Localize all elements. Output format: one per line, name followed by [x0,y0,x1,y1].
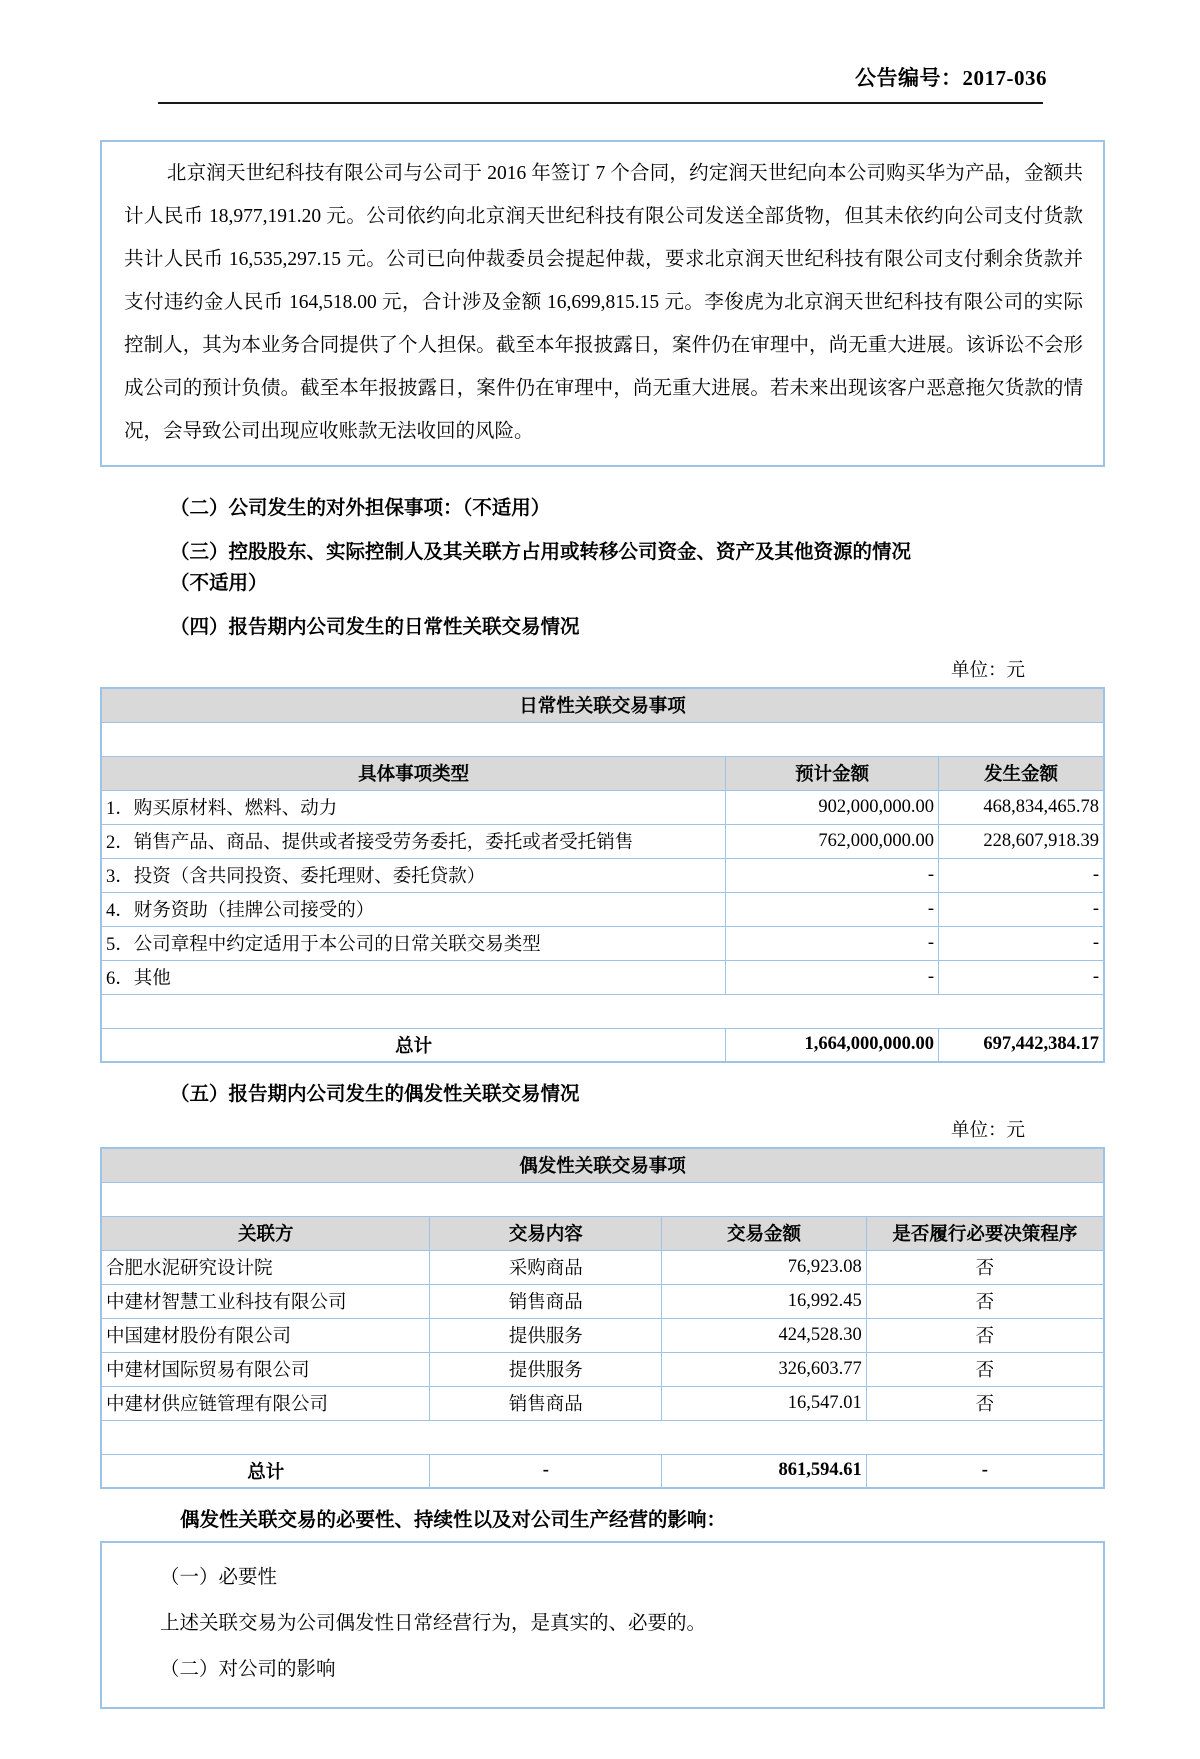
header-rule [158,102,1043,104]
table-cell: 5．公司章程中约定适用于本公司的日常关联交易类型 [101,926,726,960]
section-4-heading: （四）报告期内公司发生的日常性关联交易情况 [170,617,580,638]
table-cell: 4．财务资助（挂牌公司接受的） [101,892,726,926]
table-cell: 中建材供应链管理有限公司 [101,1386,430,1420]
table-cell: 228,607,918.39 [939,824,1105,858]
table-cell: - [726,960,939,994]
document-page [100,62,1105,1709]
section-3-line1: （三）控股股东、实际控制人及其关联方占用或转移公司资金、资产及其他资源的情况 [170,542,912,563]
table-cell: 提供服务 [430,1318,662,1352]
table-cell: - [939,892,1105,926]
table-cell: - [726,858,939,892]
table-total-cell: - [866,1454,1104,1488]
incidental-transactions-table [100,1147,1105,1489]
table-cell: 中国建材股份有限公司 [101,1318,430,1352]
table-cell: 3．投资（含共同投资、委托理财、委托贷款） [101,858,726,892]
necessity-item-1: （一）必要性 [160,1567,278,1588]
table-row [101,1318,1104,1352]
column-header: 发生金额 [939,756,1105,790]
table-row [101,858,1104,892]
table-cell: 762,000,000.00 [726,824,939,858]
table-total-cell: - [430,1454,662,1488]
table-cell: - [726,926,939,960]
table-total-cell: 总计 [101,1454,430,1488]
table-cell: 424,528.30 [662,1318,867,1352]
table-cell: 否 [866,1284,1104,1318]
table-cell: - [939,858,1105,892]
litigation-paragraph: 北京润天世纪科技有限公司与公司于 2016 年签订 7 个合同，约定润天世纪向本公司购买华为产品，金额共计人民币 18,977,191.20 元。公司依约向北京润天世纪科技有限公司发送全部货物，但其未依约向公司支付货款共计人民币 16,535,297.15 元。公司已向仲裁委员会提起仲裁，要求北京润天世纪科技有限公司支付剩余货款并支付违约金人民币 164,518.00 元，合计涉及金额 16,699,815.15 元。李俊虎为北京润天世纪科技有限公司的实际控制人，其为本业务合同提供了个人担保。截至本年报披露日，案件仍在审理中，尚无重大进展。该诉讼不会形成公司的预计负债。截至本年报披露日，案件仍在审理中，尚无重大进展。若未来出现该客户恶意拖欠货款的情况，会导致公司出现应收账款无法收回的风险。 [124,163,1083,442]
table-row [101,960,1104,994]
necessity-body-1: 上述关联交易为公司偶发性日常经营行为，是真实的、必要的。 [160,1613,707,1634]
table-total-row [101,1454,1104,1488]
necessity-box [100,1541,1105,1709]
section-3-heading [170,537,1105,599]
column-header: 关联方 [101,1216,430,1250]
table-row [101,1352,1104,1386]
table-cell: - [726,892,939,926]
table-cell: 中建材智慧工业科技有限公司 [101,1284,430,1318]
necessity-item-2: （二）对公司的影响 [160,1659,336,1680]
table-cell: 16,547.01 [662,1386,867,1420]
table-cell: - [939,926,1105,960]
table-total-cell: 697,442,384.17 [939,1028,1105,1062]
litigation-disclosure-box [100,140,1105,467]
table-cell: 2．销售产品、商品、提供或者接受劳务委托，委托或者受托销售 [101,824,726,858]
column-header: 具体事项类型 [101,756,726,790]
table-cell: 326,603.77 [662,1352,867,1386]
table-total-cell: 总计 [101,1028,726,1062]
column-header: 交易内容 [430,1216,662,1250]
impact-heading: 偶发性关联交易的必要性、持续性以及对公司生产经营的影响： [180,1510,727,1531]
table-cell: 提供服务 [430,1352,662,1386]
table-cell: 合肥水泥研究设计院 [101,1250,430,1284]
table-cell: 6．其他 [101,960,726,994]
table-row [101,824,1104,858]
unit-label-incidental: 单位：元 [950,1121,1025,1141]
table-cell: 中建材国际贸易有限公司 [101,1352,430,1386]
table-title: 偶发性关联交易事项 [101,1148,1104,1182]
table-row [101,1386,1104,1420]
table-cell: 否 [866,1318,1104,1352]
table-cell: - [939,960,1105,994]
table-row [101,892,1104,926]
table-cell: 16,992.45 [662,1284,867,1318]
table-cell: 否 [866,1250,1104,1284]
table-total-row [101,1028,1104,1062]
table-cell: 销售商品 [430,1284,662,1318]
table-row [101,926,1104,960]
section-2-heading: （二）公司发生的对外担保事项：（不适用） [170,498,551,519]
table-total-cell: 1,664,000,000.00 [726,1028,939,1062]
table-row [101,1250,1104,1284]
table-cell: 销售商品 [430,1386,662,1420]
table-cell: 76,923.08 [662,1250,867,1284]
table-cell: 否 [866,1352,1104,1386]
table-gap [101,722,1104,756]
table-total-cell: 861,594.61 [662,1454,867,1488]
table-cell: 902,000,000.00 [726,790,939,824]
table-gap [101,994,1104,1028]
table-cell: 1．购买原材料、燃料、动力 [101,790,726,824]
table-gap [101,1182,1104,1216]
unit-label-daily: 单位：元 [950,661,1025,681]
column-header: 预计金额 [726,756,939,790]
table-cell: 468,834,465.78 [939,790,1105,824]
section-5-heading: （五）报告期内公司发生的偶发性关联交易情况 [170,1084,580,1105]
column-header: 是否履行必要决策程序 [866,1216,1104,1250]
table-row [101,790,1104,824]
section-headings [170,493,1105,643]
column-header: 交易金额 [662,1216,867,1250]
table-cell: 采购商品 [430,1250,662,1284]
section-3-line2: （不适用） [170,573,268,594]
table-row [101,1284,1104,1318]
daily-transactions-table [100,687,1105,1063]
table-gap [101,1420,1104,1454]
table-cell: 否 [866,1386,1104,1420]
section-5-container [170,1079,1105,1110]
table-title: 日常性关联交易事项 [101,688,1104,722]
announcement-number: 公告编号：2017-036 [855,66,1047,90]
